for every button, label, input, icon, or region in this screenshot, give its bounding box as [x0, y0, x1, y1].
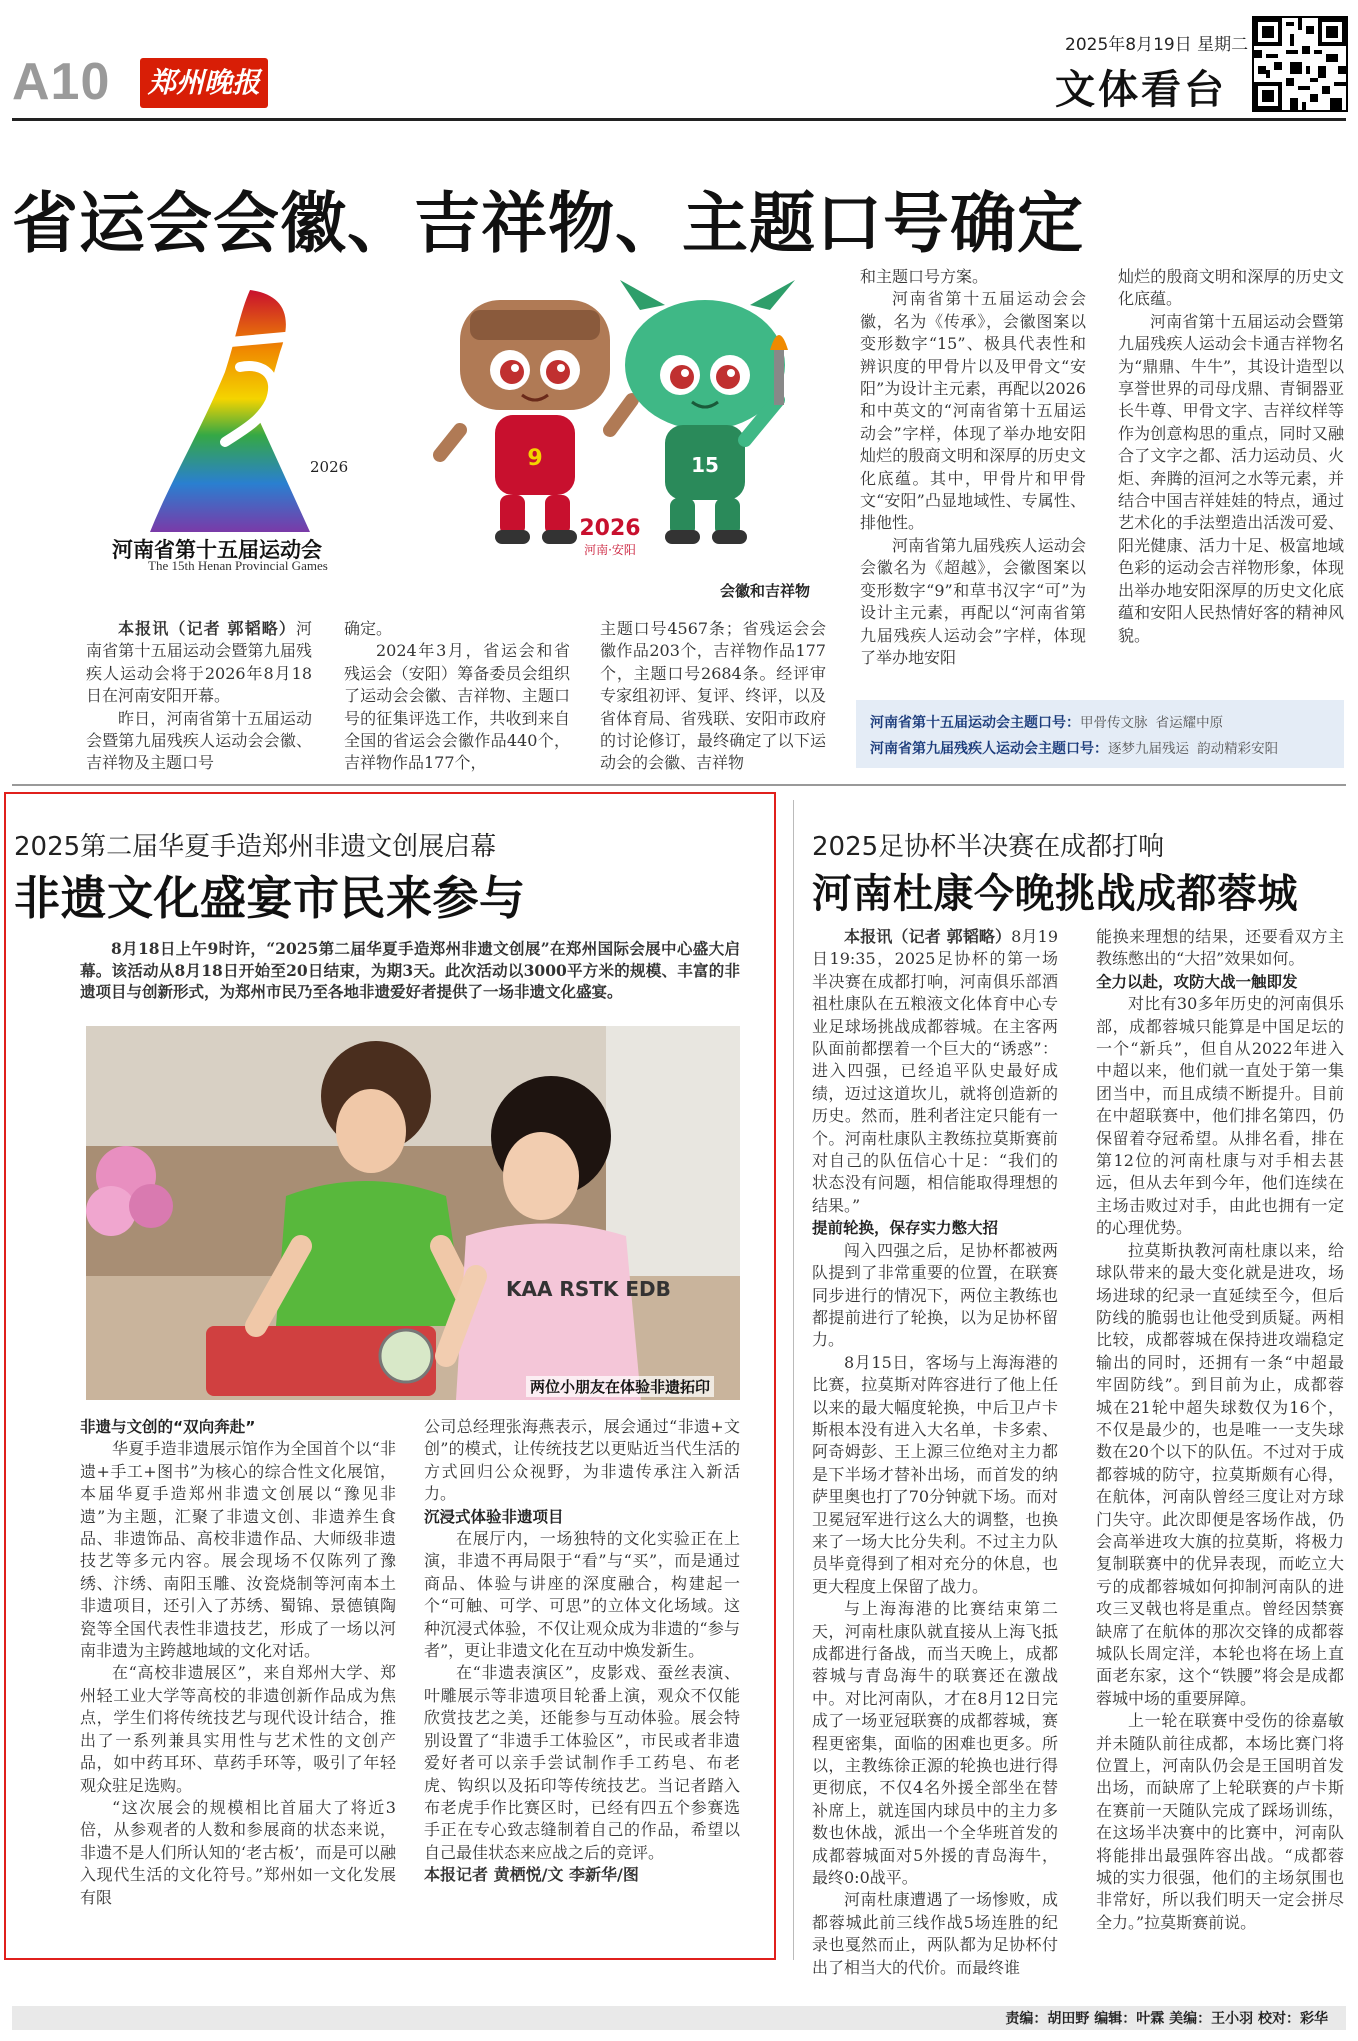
mascot-niuniu-icon	[620, 280, 795, 544]
story2-kicker: 2025第二届华夏手造郑州非遗文创展启幕	[14, 832, 497, 862]
photo-caption: 会徽和吉祥物	[720, 582, 811, 600]
story2-lead: 8月18日上午9时许，“2025第二届华夏手造郑州非遗文创展”在郑州国际会展中心盛大启幕。该活动从8月18日开始至20日结束，为期3天。此次活动以3000平方米的规模、丰富的非遗项目与创新形式，为郑州市民乃至各地非遗爱好者提供了一场非遗文化盛宴。	[80, 939, 740, 1001]
article-column: 非遗与文创的“双向奔赴” 华夏手造非遗展示馆作为全国首个以“非遗+手工+图书”为核心的综合性文化展馆，本届华夏手造郑州非遗文创展以“豫见非遗”为主题，汇聚了非遗文创、非遗养生食品、非遗饰品、高校非遗作品、大师级非遗技艺等多元内容。展会现场不仅陈列了豫绣、汴绣、南阳玉雕、汝瓷烧制等河南本土非遗项目，还引入了苏绣、蜀锦、景德镇陶瓷等全国代表性非遗技艺，形成了一场以河南非遗为主跨越地域的文化对话。 在“高校非遗展区”，来自郑州大学、郑州轻工业大学等高校的非遗创新作品成为焦点，学生们将传统技艺与现代设计结合，推出了一系列兼具实用性与艺术性的文创产品，如中药耳环、草药手环等，吸引了年轻观众驻足选购。 “这次展会的规模相比首届大了将近3倍，从参观者的人数和参展商的状态来说，非遗不是人们所认知的‘老古板’，而是可以融入现代生活的文化符号。”郑州如一文化发展有限	[80, 1418, 396, 1907]
exhibition-photo	[86, 1026, 740, 1400]
article-column: 确定。 2024年3月，省运会和省残运会（安阳）筹备委员会组织了运动会会徽、吉祥物、主题口号的征集评选工作，共收到来自全国的省运会会徽作品440个，吉祥物作品177个，	[344, 619, 570, 773]
article-column: 灿烂的殷商文明和深厚的历史文化底蕴。 河南省第十五届运动会暨第九届残疾人运动会卡通吉祥物名为“鼎鼎、牛牛”，其设计造型以享誉世界的司母戊鼎、青铜器亚长牛尊、甲骨文字、吉祥纹样等作为创意构思的重点，同时又融合了文字之都、活力运动员、火炬、奔腾的洹河之水等元素，并结合中国吉祥娃娃的特点，通过艺术化的手法塑造出活泼可爱、阳光健康、活力十足、极富地域色彩的运动会吉祥物形象，体现出举办地安阳深厚的历史文化底蕴和安阳人民热情好客的精神风貌。	[1118, 267, 1344, 645]
slogan-box	[856, 700, 1344, 768]
headline-provincial-games: 省运会会徽、吉祥物、主题口号确定	[12, 185, 1084, 262]
games-emblem-icon	[130, 282, 370, 546]
mascots-illustration	[400, 280, 820, 570]
section-divider	[12, 784, 1346, 786]
emblem-name-cn: 河南省第十五届运动会	[112, 538, 322, 562]
qr-code-icon[interactable]	[1252, 16, 1348, 112]
story3-headline: 河南杜康今晚挑战成都蓉城	[812, 871, 1298, 917]
column-divider	[793, 800, 794, 1960]
story3-kicker: 2025足协杯半决赛在成都打响	[812, 832, 1165, 862]
mascot-badge-year: 2026	[579, 516, 641, 541]
page-number: A10	[12, 53, 111, 111]
section-title: 文体看台	[1055, 67, 1227, 113]
article-column: 主题口号4567条；省残运会会徽作品203个，吉祥物作品177个，主题口号2684条。经评审专家组初评、复评、终评，以及省体育局、省残联、安阳市政府的讨论修订，最终确定了以下运动会的会徽、吉祥物	[600, 619, 826, 773]
issue-date: 2025年8月19日 星期二	[1065, 35, 1249, 55]
slogan-line: 河南省第九届残疾人运动会主题口号：逐梦九届残运 韵动精彩安阳	[870, 741, 1279, 757]
svg-text:15: 15	[691, 453, 719, 477]
story2-byline: 本报记者 黄栖悦/文 李新华/图	[424, 1865, 639, 1885]
article-column: 能换来理想的结果，还要看双方主教练憋出的“大招”效果如何。 全力以赴，攻防大战一触即发 对比有30多年历史的河南俱乐部，成都蓉城只能算是中国足坛的一个“新兵”，但自从2022年进入中超以来，他们就一直处于第一集团当中，而且成绩不断提升。目前在中超联赛中，他们排名第四，仍保留着夺冠希望。从排名看，排在第12位的河南杜康与对手相去甚远，但从去年到今年，他们连续在主场击败过对手，由此也拥有一定的心理优势。 拉莫斯执教河南杜康以来，给球队带来的最大变化就是进攻，场场进球的纪录一直延续至今，但后防线的脆弱也让他受到质疑。两相比较，成都蓉城在保持进攻端稳定输出的同时，还拥有一条“中超最牢固防线”。到目前为止，成都蓉城在21轮中超失球数仅为16个，不仅是最少的，也是唯一一支失球数在20个以下的队伍。不过对于成都蓉城的防守，拉莫斯颇有心得，在航体，河南队曾经三度让对方球门失守。此次即便是客场作战，仍会高举进攻大旗的拉莫斯，将极力复制联赛中的优异表现，而屹立大亏的成都蓉城如何抑制河南队的进攻三叉戟也将是重点。曾经因禁赛缺席了在航体的那次交锋的成都蓉城队长周定洋，本轮也将在场上直面老东家，这个“铁腰”将会是成都蓉城中场的重要屏障。 上一轮在联赛中受伤的徐嘉敏并未随队前往成都，本场比赛门将位置上，河南队仍会是王国明首发出场，而缺席了上轮联赛的卢卡斯在赛前一天随队完成了踩场训练，在这场半决赛中的比赛中，河南队将能排出最强阵容出战。“成都蓉城的实力很强，他们的主场氛围也非常好，所以我们明天一定会拼尽全力。”拉莫斯赛前说。	[1096, 927, 1344, 1932]
article-column: 公司总经理张海燕表示，展会通过“非遗+文创”的模式，让传统技艺以更贴近当代生活的方式回归公众视野，为非遗传承注入新活力。 沉浸式体验非遗项目 在展厅内，一场独特的文化实验正在上演，非遗不再局限于“看”与“买”，而是通过商品、体验与讲座的深度融合，构建起一个“可触、可学、可思”的立体文化场域。这种沉浸式体验，不仅让观众成为非遗的“参与者”，更让非遗文化在互动中焕发新生。 在“非遗表演区”，皮影戏、蚕丝表演、叶雕展示等非遗项目轮番上演，观众不仅能欣赏技艺之美，还能参与互动体验。展会特别设置了“非遗手工体验区”，市民或者非遗爱好者可以亲手尝试制作手工药皂、布老虎、钩织以及拓印等传统技艺。当记者踏入布老虎手作比赛区时，已经有四五个参赛选手正在专心致志缝制着自己的作品，希望以自己最佳状态来应战之后的竞评。 本报记者 黄栖悦/文 李新华/图	[424, 1416, 740, 1887]
emblem-year: 2026	[310, 458, 349, 476]
mascot-badge-place: 河南·安阳	[584, 543, 636, 557]
article-column: 和主题口号方案。 河南省第十五届运动会会徽，名为《传承》，会徽图案以变形数字“15”、极具代表性和辨识度的甲骨片以及甲骨文“安阳”为设计主元素，再配以2026和中英文的“河南省第十五届运动会”字样，体现了举办地安阳灿烂的殷商文明和深厚的历史文化底蕴。其中，甲骨片和甲骨文“安阳”凸显地域性、专属性、排他性。 河南省第九届残疾人运动会会徽名为《超越》，会徽图案以变形数字“9”和草书汉字“可”为设计主元素，再配以“河南省第九届残疾人运动会”字样，体现了举办地安阳	[860, 267, 1086, 667]
svg-text:9: 9	[527, 446, 543, 471]
slogan-line: 河南省第十五届运动会主题口号：甲骨传文脉 省运耀中原	[870, 715, 1224, 731]
article-column: 本报讯（记者 郭韬略）河南省第十五届运动会暨第九届残疾人运动会将于2026年8月18日在河南安阳开幕。 昨日，河南省第十五届运动会暨第九届残疾人运动会会徽、吉祥物及主题口号	[86, 619, 312, 773]
newspaper-logo: 郑州晚报	[140, 58, 268, 108]
emblem-name-en: The 15th Henan Provincial Games	[148, 558, 328, 573]
shirt-text: KAA RSTK EDB	[506, 1277, 671, 1301]
photo-caption: 两位小朋友在体验非遗拓印	[526, 1376, 714, 1397]
article-column: 本报讯（记者 郭韬略）8月19日19:35，2025足协杯的第一场半决赛在成都打响，河南俱乐部酒祖杜康队在五粮液文化体育中心专业足球场挑战成都蓉城。在主客两队面前都摆着一个巨大的“诱惑”：进入四强，已经追平队史最好成绩，迈过这道坎儿，就将创造新的历史。然而，胜利者注定只能有一个。河南杜康队主教练拉莫斯赛前对自己的队伍信心十足：“我们的状态没有问题，相信能取得理想的结果。” 提前轮换，保存实力憋大招 闯入四强之后，足协杯都被两队提到了非常重要的位置，在联赛同步进行的情况下，两位主教练也都提前进行了轮换，以为足协杯留力。 8月15日，客场与上海海港的比赛，拉莫斯对阵容进行了他上任以来的最大幅度轮换，中后卫卢卡斯根本没有进入大名单，卡多索、阿奇姆彭、王上源三位绝对主力都是下半场才替补出场，而首发的纳萨里奥也打了70分钟就下场。而对卫冕冠军进行这么大的调整，也换来了一场大比分失利。不过主力队员毕竟得到了相对充分的休息，也更大程度上保留了战力。 与上海海港的比赛结束第二天，河南杜康队就直接从上海飞抵成都进行备战，而当天晚上，成都蓉城与青岛海牛的联赛还在激战中。对比河南队，才在8月12日完成了一场亚冠联赛的成都蓉城，赛程更密集，面临的困难也更多。所以，主教练徐正源的轮换也进行得更彻底，不仅4名外援全部坐在替补席上，就连国内球员中的主力多数也休战，派出一个全华班首发的成都蓉城面对5外援的青岛海牛，最终0:0战平。 河南杜康遭遇了一场惨败，成都蓉城此前三线作战5场连胜的纪录也戛然而止，两队都为足协杯付出了相当大的代价。而最终谁	[812, 927, 1058, 1977]
editor-credits: 责编：胡田野 编辑：叶霖 美编：王小羽 校对：彩华	[1005, 2011, 1328, 2027]
mascot-dingding-icon	[440, 300, 632, 544]
story2-headline: 非遗文化盛宴市民来参与	[14, 871, 526, 925]
header-rule	[12, 118, 1346, 121]
